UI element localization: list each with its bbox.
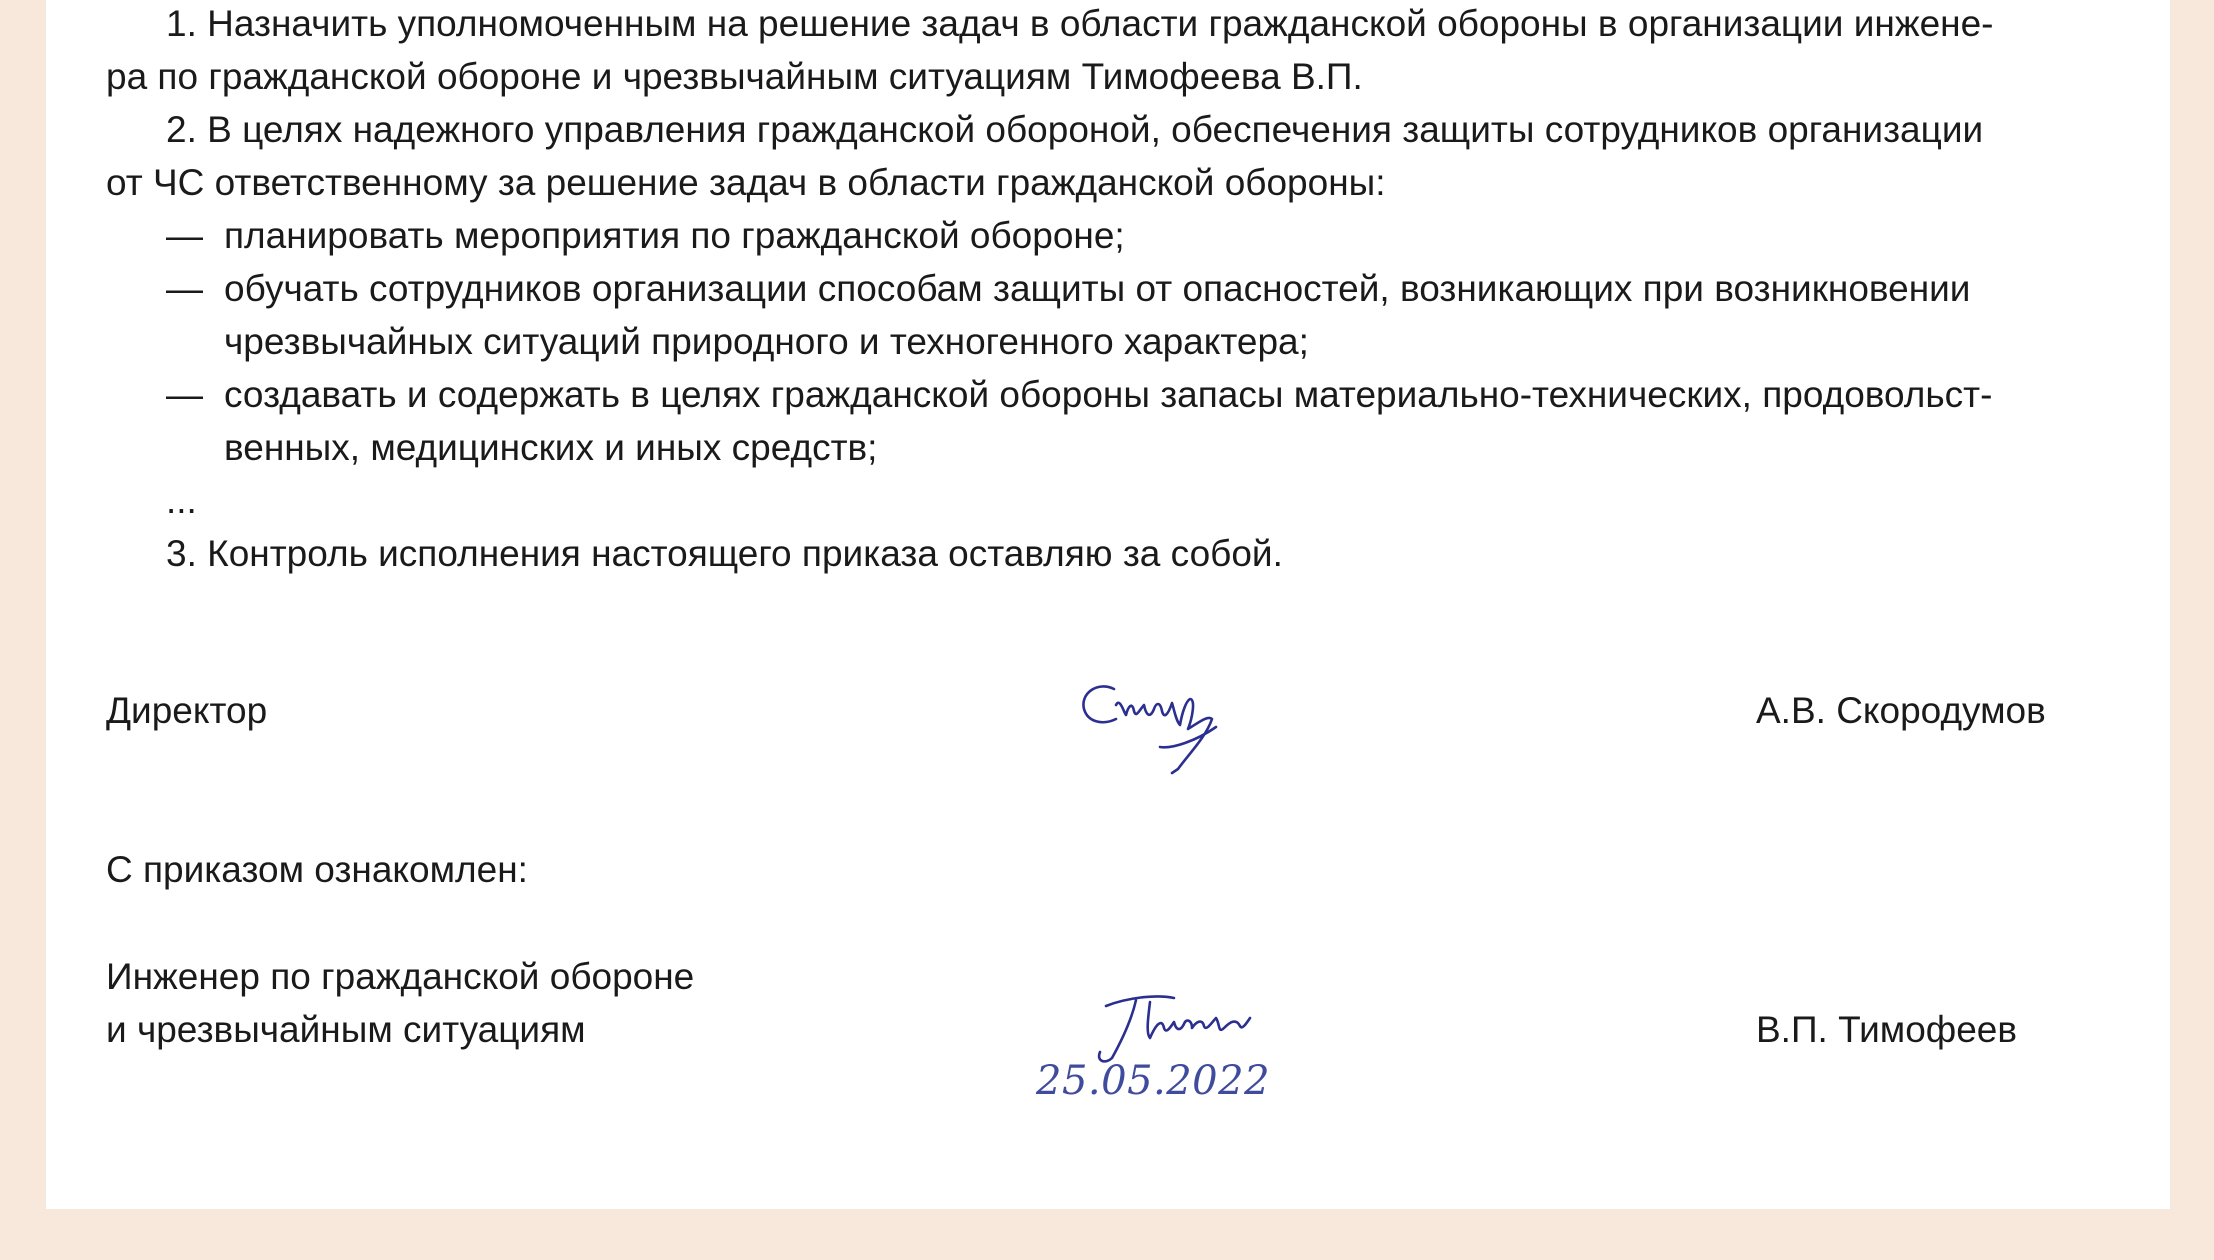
item-2-line-1: 2. В целях надежного управления гражданской обороной, обеспечения защиты сотрудников организации <box>166 109 1984 150</box>
bullet-2-line-1: обучать сотрудников организации способам защиты от опасностей, возникающих при возникновении <box>224 268 1971 309</box>
acknowledged-label: С приказом ознакомлен: <box>106 849 528 890</box>
engineer-title-line-2: и чрезвычайным ситуациям <box>106 1009 586 1050</box>
bullet-1-line-1: планировать мероприятия по гражданской обороне; <box>224 215 1125 256</box>
ellipsis: ... <box>166 480 197 521</box>
bullet-3-line-2: венных, медицинских и иных средств; <box>224 427 878 468</box>
engineer-sign-date: 25.05.2022 <box>1036 1058 1271 1104</box>
director-title: Директор <box>106 690 268 731</box>
engineer-name: В.П. Тимофеев <box>1756 1009 2018 1050</box>
bullet-dash: — <box>166 268 203 309</box>
item-2-line-2: от ЧС ответственному за решение задач в области гражданской обороны: <box>106 162 1386 203</box>
engineer-title-line-1: Инженер по гражданской обороне <box>106 956 695 997</box>
director-name: А.В. Скородумов <box>1756 690 2046 731</box>
bullet-2-line-2: чрезвычайных ситуаций природного и техногенного характера; <box>224 321 1309 362</box>
item-3: 3. Контроль исполнения настоящего приказа оставляю за собой. <box>166 533 1283 574</box>
director-signature <box>1076 675 1276 795</box>
bullet-3-line-1: создавать и содержать в целях гражданской обороны запасы материально-технических, продовольст- <box>224 374 1993 415</box>
bullet-dash: — <box>166 215 203 256</box>
bullet-dash: — <box>166 374 203 415</box>
document-page <box>46 0 2170 1209</box>
item-1-line-2: ра по гражданской обороне и чрезвычайным ситуациям Тимофеева В.П. <box>106 56 1363 97</box>
item-1-line-1: 1. Назначить уполномоченным на решение задач в области гражданской обороны в организации инжене- <box>166 3 1994 44</box>
